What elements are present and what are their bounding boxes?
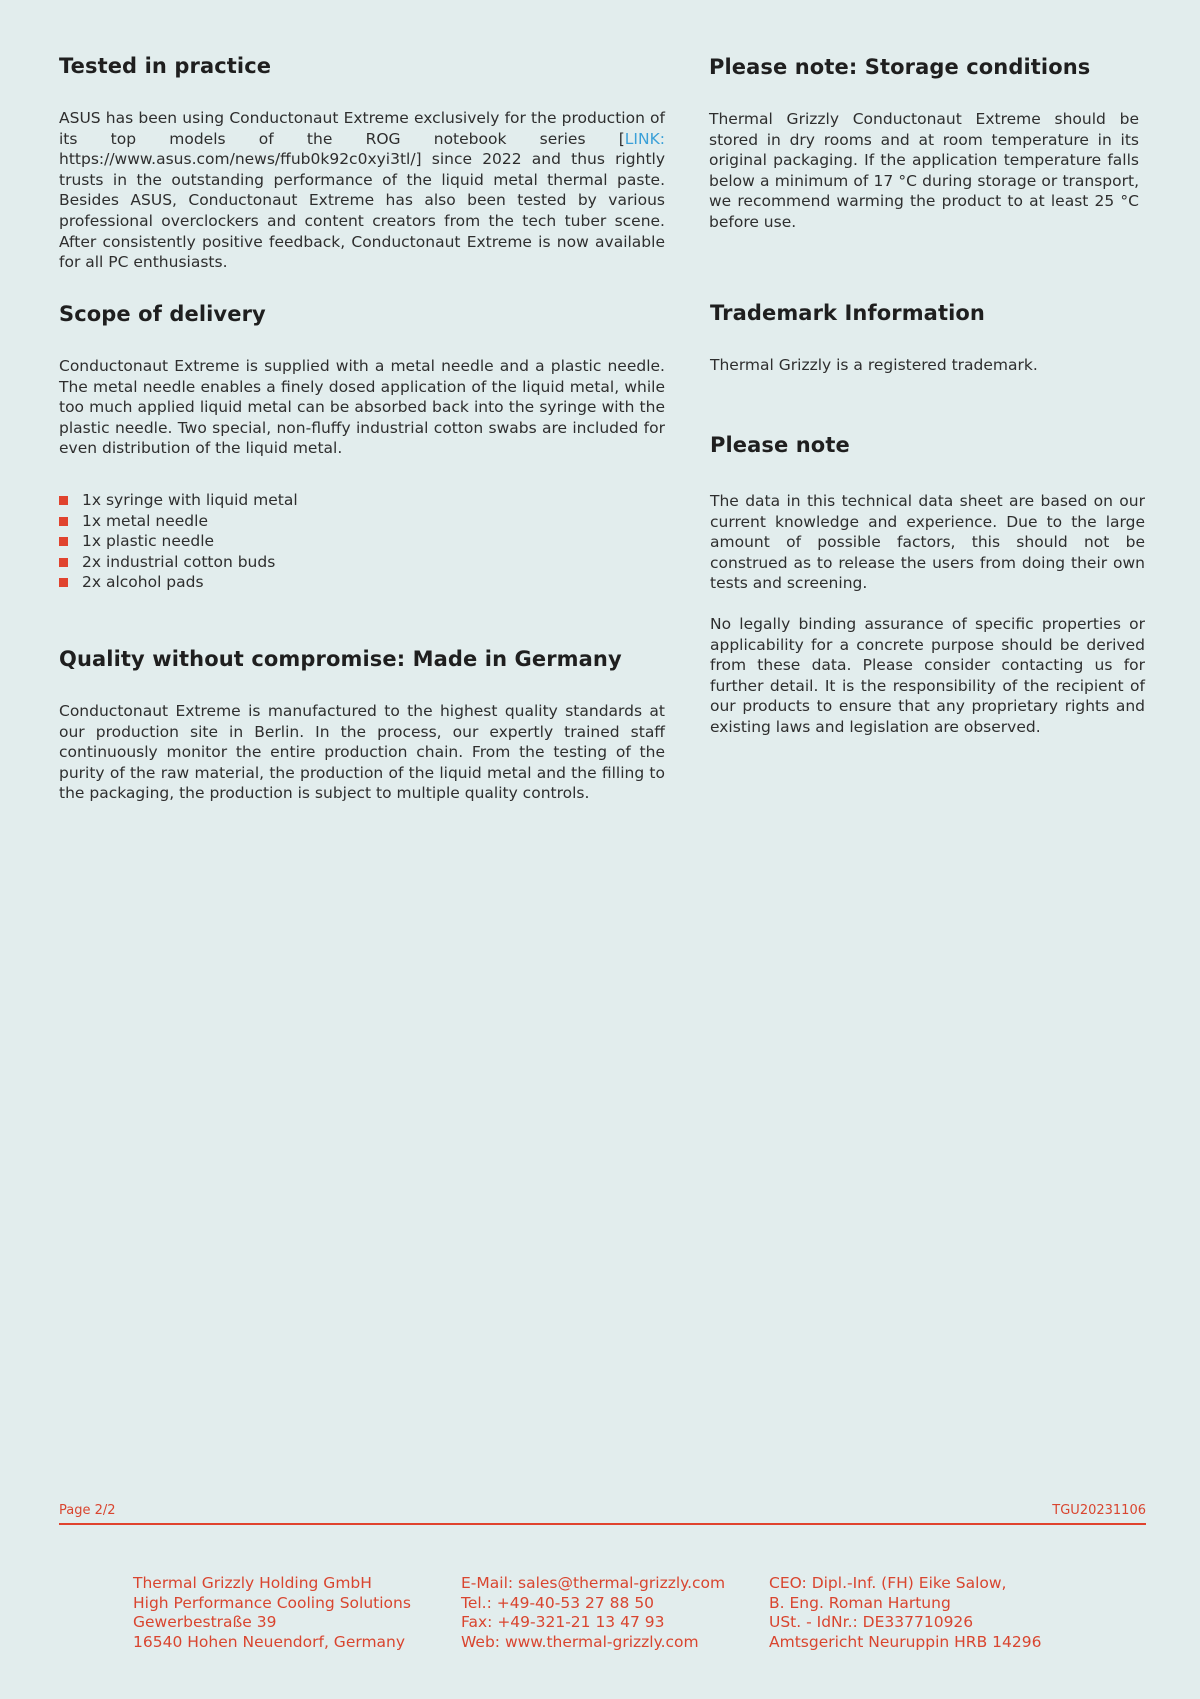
web-link[interactable]: Web: www.thermal-grizzly.com (461, 1632, 699, 1651)
email-link[interactable]: E-Mail: sales@thermal-grizzly.com (461, 1574, 726, 1592)
section-title: Trademark Information (710, 301, 985, 325)
list-item: 1x metal needle (59, 511, 665, 532)
footer-divider (59, 1523, 1146, 1525)
section-title: Tested in practice (59, 54, 272, 78)
section-title: Please note: Storage conditions (709, 55, 1091, 79)
section-text: ASUS has been using Conductonaut Extreme exclusively for the production of its top models of the ROG notebook series [LINK: https://www.asus.com/news/ffub0k92c0xyi3tl/] since 2022 and thus rightly trusts in the outstanding performance of the liquid metal thermal paste. Besides ASUS, Conductonaut Extreme has also been tested by various professional overclockers and content creators from the tech tuber scene. After consistently positive feedback, Conductonaut Extreme is now available for all PC enthusiasts. (59, 109, 665, 272)
section-text: Thermal Grizzly is a registered trademark. (710, 356, 1038, 374)
bullet-square-icon (59, 517, 68, 526)
bullet-square-icon (59, 537, 68, 546)
footer-company: Thermal Grizzly Holding GmbH High Performance Cooling Solutions Gewerbestraße 39 16540 Hohen Neuendorf, Germany (133, 1574, 411, 1651)
footer-contact: E-Mail: sales@thermal-grizzly.com Tel.: +49-40-53 27 88 50 Fax: +49-321-21 13 47 93 Web: www.thermal-grizzly.com (461, 1574, 726, 1651)
section-title: Please note (710, 433, 850, 457)
section-text: No legally binding assurance of specific properties or applicability for a concrete purpose should be derived from these data. Please consider contacting us for further detail. It is the responsibility of the recipient of our products to ensure that any proprietary rights and existing laws and legislation are observed. (710, 614, 1145, 736)
list-item: 2x industrial cotton buds (59, 552, 665, 573)
list-item: 1x syringe with liquid metal (59, 490, 665, 511)
bullet-square-icon (59, 578, 68, 587)
link-label[interactable]: LINK: (624, 129, 665, 148)
footer-legal: CEO: Dipl.-Inf. (FH) Eike Salow, B. Eng. Roman Hartung USt. - IdNr.: DE337710926 Amtsgericht Neuruppin HRB 14296 (769, 1574, 1042, 1651)
bullet-square-icon (59, 558, 68, 567)
section-text: Conductonaut Extreme is supplied with a metal needle and a plastic needle. The metal needle enables a finely dosed application of the liquid metal, while too much applied liquid metal can be absorbed back into the syringe with the plastic needle. Two special, non-fluffy industrial cotton swabs are included for even distribution of the liquid metal. (59, 357, 665, 458)
section-text: The data in this technical data sheet are based on our current knowledge and experience. Due to the large amount of possible factors, this should not be construed as to release the users from doing their own tests and screening. (710, 492, 1145, 593)
delivery-list (59, 490, 665, 593)
bullet-square-icon (59, 496, 68, 505)
section-trademark (710, 301, 1145, 376)
list-item: 2x alcohol pads (59, 572, 665, 593)
section-title: Scope of delivery (59, 302, 266, 326)
section-title: Quality without compromise: Made in Germany (59, 647, 622, 671)
section-tested-in-practice (59, 54, 665, 273)
list-item: 1x plastic needle (59, 531, 665, 552)
section-storage-conditions (709, 55, 1139, 233)
page-number: Page 2/2 (59, 1503, 116, 1518)
section-text: Conductonaut Extreme is manufactured to the highest quality standards at our production site in Berlin. In the process, our expertly trained staff continuously monitor the entire production chain. From the testing of the purity of the raw material, the production of the liquid metal and the filling to the packaging, the production is subject to multiple quality controls. (59, 702, 665, 803)
section-scope-of-delivery (59, 302, 665, 593)
section-please-note (710, 433, 1145, 738)
section-quality (59, 647, 665, 804)
section-text: Thermal Grizzly Conductonaut Extreme should be stored in dry rooms and at room temperature in its original packaging. If the application temperature falls below a minimum of 17 °C during storage or transport, we recommend warming the product to at least 25 °C before use. (709, 110, 1139, 231)
document-code: TGU20231106 (1052, 1503, 1146, 1518)
